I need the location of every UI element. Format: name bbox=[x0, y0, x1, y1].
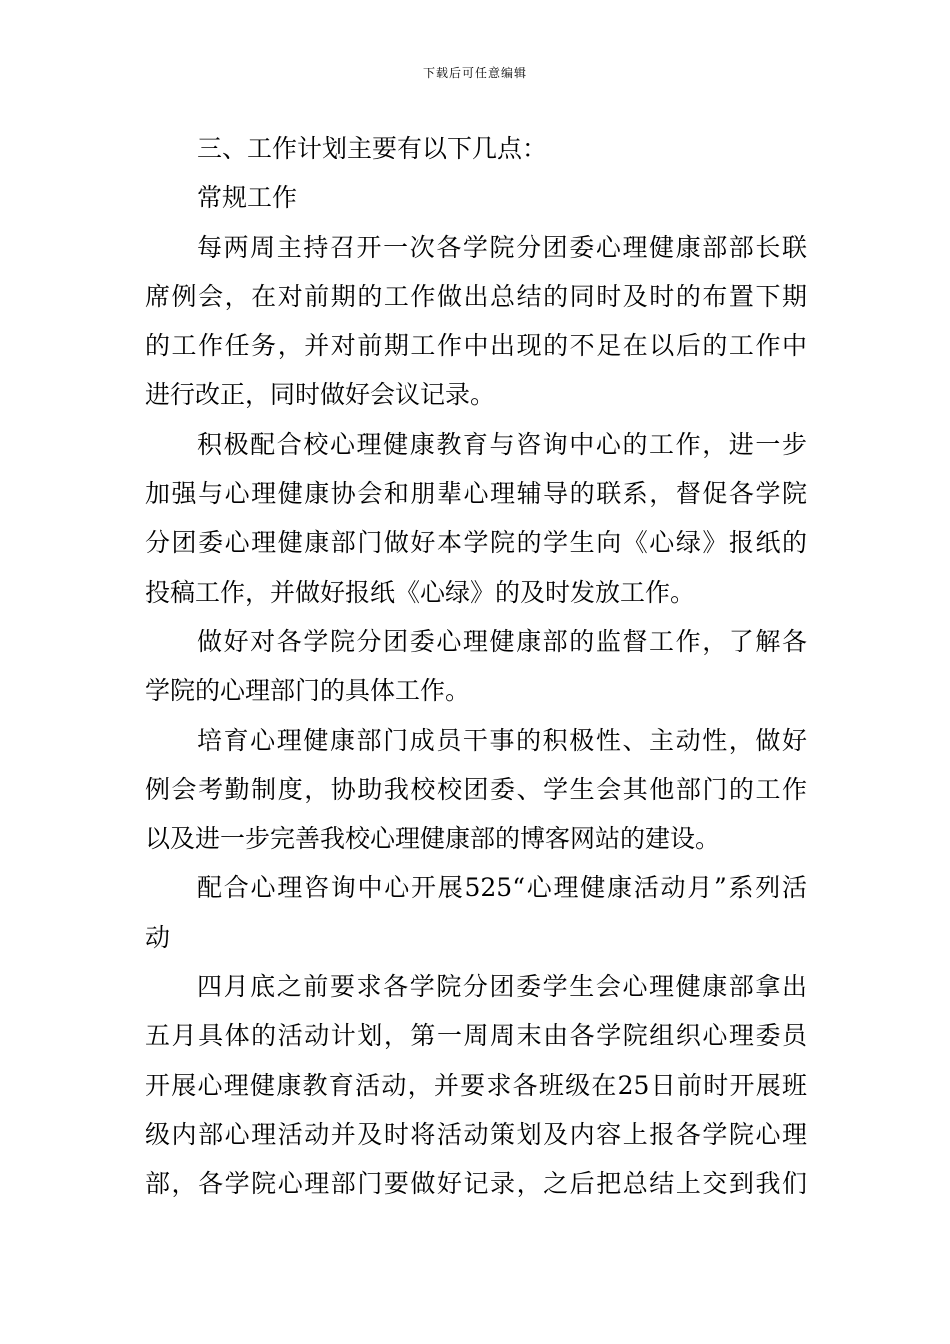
paragraph-line: 学院的心理部门的具体工作。 bbox=[145, 676, 471, 706]
paragraph-line: 进行改正，同时做好会议记录。 bbox=[145, 380, 496, 410]
paragraph-line: 加强与心理健康协会和朋辈心理辅导的联系，督促各学院 bbox=[145, 479, 807, 509]
paragraph-line: 积极配合校心理健康教育与咨询中心的工作，进一步 bbox=[197, 429, 807, 459]
paragraph-line: 例会考勤制度，协助我校校团委、学生会其他部门的工作 bbox=[145, 774, 807, 804]
section-heading: 三、工作计划主要有以下几点： bbox=[197, 134, 548, 163]
paragraph-line: 每两周主持召开一次各学院分团委心理健康部部长联 bbox=[197, 232, 807, 262]
paragraph-line: 四月底之前要求各学院分团委学生会心理健康部拿出 bbox=[197, 972, 807, 1002]
paragraph-line: 的工作任务，并对前期工作中出现的不足在以后的工作中 bbox=[145, 331, 807, 361]
paragraph-line: 动 bbox=[145, 922, 171, 952]
paragraph-line: 分团委心理健康部门做好本学院的学生向《心绿》报纸的 bbox=[145, 528, 807, 558]
document-body bbox=[145, 124, 807, 1209]
paragraph-line: 配合心理咨询中心开展525“心理健康活动月”系列活 bbox=[197, 873, 807, 903]
subsection-heading: 常规工作 bbox=[197, 183, 298, 213]
paragraph-line: 培育心理健康部门成员干事的积极性、主动性，做好 bbox=[197, 725, 807, 755]
paragraph-line: 投稿工作，并做好报纸《心绿》的及时发放工作。 bbox=[145, 577, 696, 607]
paragraph-line: 开展心理健康教育活动，并要求各班级在25日前时开展班 bbox=[145, 1070, 807, 1100]
paragraph-line: 五月具体的活动计划，第一周周末由各学院组织心理委员 bbox=[145, 1021, 807, 1051]
paragraph-line: 席例会，在对前期的工作做出总结的同时及时的布置下期 bbox=[145, 281, 807, 311]
paragraph-line: 做好对各学院分团委心理健康部的监督工作，了解各 bbox=[197, 626, 807, 656]
paragraph-line: 部，各学院心理部门要做好记录，之后把总结上交到我们 bbox=[145, 1169, 807, 1199]
page-header: 下载后可任意编辑 bbox=[422, 66, 527, 80]
paragraph-line: 级内部心理活动并及时将活动策划及内容上报各学院心理 bbox=[145, 1119, 807, 1149]
paragraph-line: 以及进一步完善我校心理健康部的博客网站的建设。 bbox=[145, 824, 721, 854]
